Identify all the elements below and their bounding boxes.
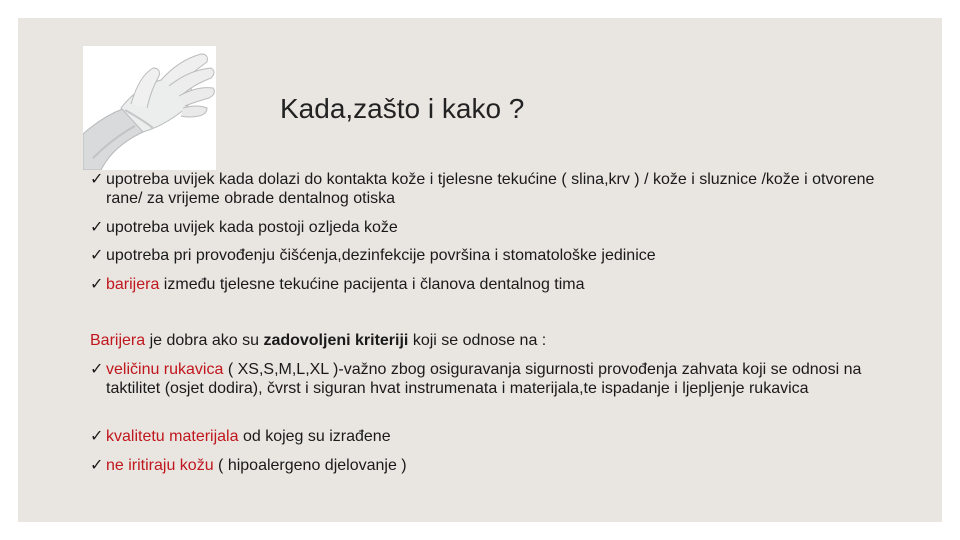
check-icon: ✓ bbox=[90, 219, 104, 236]
red-term: veličinu rukavica bbox=[106, 361, 224, 378]
item-rest: od kojeg su izrađene bbox=[238, 428, 391, 445]
criteria-mid: je dobra ako su bbox=[145, 332, 264, 349]
criteria-paragraph bbox=[90, 331, 890, 350]
red-term: Barijera bbox=[90, 332, 146, 349]
check-icon: ✓ bbox=[90, 171, 104, 188]
list-item-text bbox=[90, 427, 890, 446]
red-term: kvalitetu materijala bbox=[106, 428, 239, 445]
glove-hand-icon bbox=[83, 46, 216, 170]
list-item-text: upotreba uvijek kada dolazi do kontakta kože i tjelesne tekućine ( slina,krv ) / kože i sluznice /kože i otvorene rane/ za vrijeme obrade dentalnog otiska bbox=[106, 171, 875, 207]
item-rest: između tjelesne tekućine pacijenta i članova dentalnog tima bbox=[159, 276, 585, 293]
red-term: barijera bbox=[106, 276, 160, 293]
list-item bbox=[90, 218, 890, 237]
item-rest: ( XS,S,M,L,XL )-važno zbog osiguravanja sigurnosti provođenja zahvata koji se odnosi na taktilitet (osjet dodira), čvrst i siguran hvat instrumenata i materijala,te ispadanje i ljepljenje rukavica bbox=[106, 361, 862, 397]
list-item bbox=[90, 170, 890, 208]
slide-title: Kada,zašto i kako ? bbox=[280, 93, 525, 124]
list-item-text: upotreba uvijek kada postoji ozljeda kože bbox=[106, 219, 398, 236]
list-item-text bbox=[90, 275, 890, 294]
slide bbox=[18, 18, 942, 522]
list-item-text bbox=[90, 360, 890, 398]
check-icon: ✓ bbox=[90, 361, 104, 378]
list-item-text bbox=[90, 456, 890, 475]
criteria-end: koji se odnose na : bbox=[408, 332, 547, 349]
check-icon: ✓ bbox=[90, 457, 104, 474]
check-icon: ✓ bbox=[90, 428, 104, 445]
list-item bbox=[90, 275, 890, 294]
list-item bbox=[90, 246, 890, 265]
check-icon: ✓ bbox=[90, 247, 104, 264]
item-rest: ( hipoalergeno djelovanje ) bbox=[213, 457, 407, 474]
list-item bbox=[90, 427, 890, 446]
list-item bbox=[90, 456, 890, 475]
list-item-text: upotreba pri provođenju čišćenja,dezinfekcije površina i stomatološke jedinice bbox=[106, 247, 656, 264]
check-icon: ✓ bbox=[90, 276, 104, 293]
list-item bbox=[90, 360, 890, 398]
red-term: ne iritiraju kožu bbox=[106, 457, 214, 474]
bold-term: zadovoljeni kriteriji bbox=[263, 332, 409, 349]
